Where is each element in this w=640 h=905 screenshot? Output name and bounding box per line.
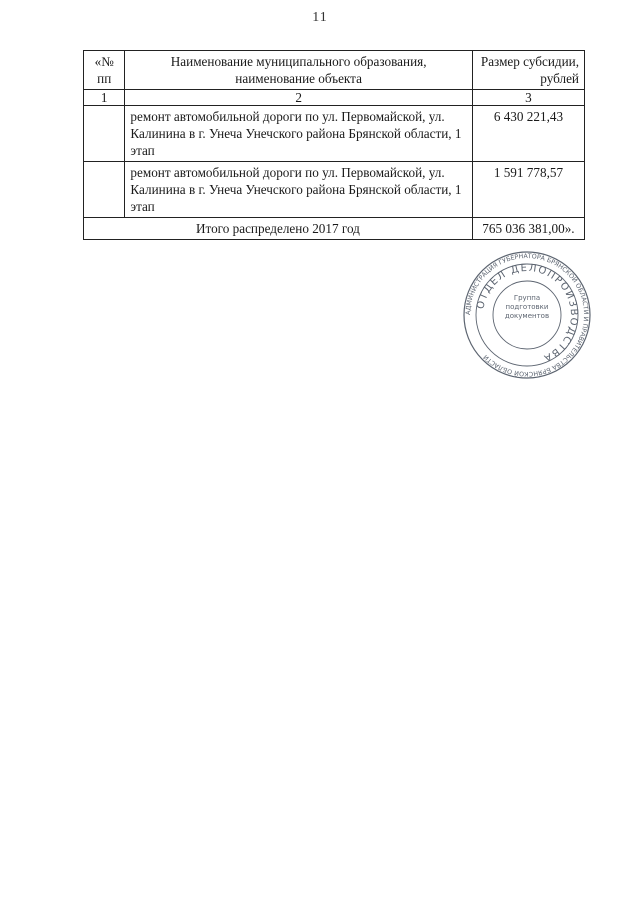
stamp-ring-text: ОТДЕЛ ДЕЛОПРОИЗВОДСТВА	[475, 262, 580, 364]
stamp-center-text: Группа подготовки документов	[504, 294, 550, 320]
row-num	[84, 162, 125, 218]
column-index-1: 1	[84, 90, 125, 106]
total-value: 765 036 381,00».	[472, 218, 584, 240]
row-name: ремонт автомобильной дороги по ул. Первомайской, ул. Калинина в г. Унеча Унечского района Брянской области, 1 этап	[125, 162, 472, 218]
row-name: ремонт автомобильной дороги по ул. Первомайской, ул. Калинина в г. Унеча Унечского района Брянской области, 1 этап	[125, 106, 472, 162]
stamp-outer-text: АДМИНИСТРАЦИЯ ГУБЕРНАТОРА БРЯНСКОЙ ОБЛАСТИ И ПРАВИТЕЛЬСТВА БРЯНСКОЙ ОБЛАСТИ	[464, 252, 590, 378]
total-label: Итого распределено 2017 год	[84, 218, 473, 240]
stamp-seal-graphic	[462, 250, 592, 380]
official-stamp	[462, 250, 592, 380]
header-num: «№ пп	[84, 51, 125, 90]
column-index-row	[84, 90, 585, 106]
row-amount: 6 430 221,43	[472, 106, 584, 162]
header-name: Наименование муниципального образования, наименование объекта	[125, 51, 472, 90]
row-num	[84, 106, 125, 162]
total-row	[84, 218, 585, 240]
header-amount: Размер субсидии, рублей	[472, 51, 584, 90]
column-index-3: 3	[472, 90, 584, 106]
column-index-2: 2	[125, 90, 472, 106]
page-number: 11	[312, 10, 328, 25]
table-row	[84, 106, 585, 162]
table-row	[84, 162, 585, 218]
row-amount: 1 591 778,57	[472, 162, 584, 218]
subsidy-table	[83, 50, 585, 240]
table-header-row	[84, 51, 585, 90]
